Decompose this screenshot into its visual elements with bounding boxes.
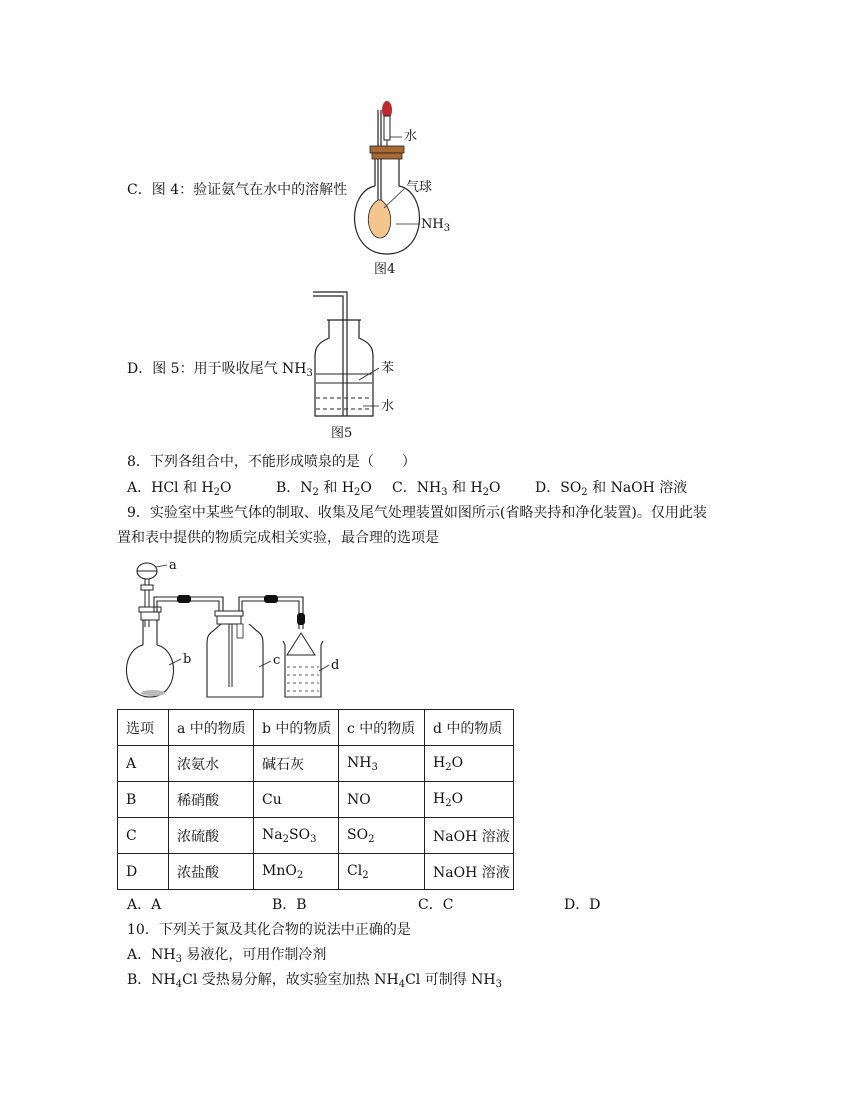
q8-option-d: D．$SO_2$ 和 NaOH 溶液 [535, 480, 688, 498]
q9-options-table [117, 709, 514, 890]
table-cell: B [118, 782, 169, 818]
fig4-caption: 图4 [374, 262, 396, 277]
fig5-water-label: 水 [381, 399, 395, 414]
option-d-text: D．图 5：用于吸收尾气 $NH_3$ [127, 361, 313, 379]
table-row [118, 782, 514, 818]
q9-answer-c: C．C [418, 897, 454, 913]
fig4-balloon-label: 气球 [406, 180, 433, 195]
table-cell: Cu [254, 782, 339, 818]
q10-option-a: A．$NH_3$ 易液化，可用作制冷剂 [127, 947, 327, 965]
table-cell: $Cl_2$ [339, 854, 425, 890]
q9-label-d: d [331, 658, 340, 673]
table-header-cell: a 中的物质 [169, 710, 254, 746]
table-header-cell: c 中的物质 [339, 710, 425, 746]
table-header-cell: b 中的物质 [254, 710, 339, 746]
q9-answer-b: B．B [272, 897, 307, 913]
table-cell: 碱石灰 [254, 746, 339, 782]
table-cell: NaOH 溶液 [425, 854, 514, 890]
table-header-cell: 选项 [118, 710, 169, 746]
table-header-cell: d 中的物质 [425, 710, 514, 746]
fig4-water-label: 水 [404, 129, 418, 144]
table-row [118, 854, 514, 890]
q8-option-a: A．HCl 和 $H_2O$ [127, 480, 232, 498]
table-cell: 稀硝酸 [169, 782, 254, 818]
table-header-row [118, 710, 514, 746]
table-cell: $H_2O$ [425, 746, 514, 782]
fig5-caption: 图5 [331, 426, 353, 441]
fig5-benzene-label: 苯 [381, 361, 395, 376]
q8-stem: 8．下列各组合中，不能形成喷泉的是（ ） [127, 454, 416, 470]
q8-option-c: C．$NH_3$ 和 $H_2O$ [392, 480, 501, 498]
table-cell: 浓盐酸 [169, 854, 254, 890]
table-cell: 浓氨水 [169, 746, 254, 782]
table-cell: $Na_2SO_3$ [254, 818, 339, 854]
table-cell: D [118, 854, 169, 890]
q9-answer-d: D．D [564, 897, 601, 913]
q9-label-a: a [169, 558, 177, 573]
q9-label-c: c [273, 653, 281, 668]
table-cell: C [118, 818, 169, 854]
q9-answer-a: A．A [127, 897, 162, 913]
q8-option-b: B．$N_2$ 和 $H_2O$ [276, 480, 372, 498]
fig4-nh3-label: $NH_3$ [421, 217, 451, 234]
table-cell: $SO_2$ [339, 818, 425, 854]
table-cell: 浓硫酸 [169, 818, 254, 854]
q10-option-b: B．$NH_4Cl$ 受热易分解，故实验室加热 $NH_4Cl$ 可制得 $NH_3$ [127, 972, 502, 990]
table-cell: A [118, 746, 169, 782]
q9-label-b: b [183, 652, 192, 667]
table-cell: $H_2O$ [425, 782, 514, 818]
q9-apparatus [125, 555, 355, 705]
table-cell: NaOH 溶液 [425, 818, 514, 854]
table-row [118, 818, 514, 854]
q9-stem-line1: 9．实验室中某些气体的制取、收集及尾气处理装置如图所示(省略夹持和净化装置)。仅用此装 [127, 505, 707, 521]
option-c-text: C．图 4：验证氨气在水中的溶解性 [127, 182, 348, 198]
table-cell: $NH_3$ [339, 746, 425, 782]
q9-stem-line2: 置和表中提供的物质完成相关实验，最合理的选项是 [117, 530, 439, 546]
q10-stem: 10．下列关于氮及其化合物的说法中正确的是 [127, 922, 411, 938]
table-cell: MnO$_2$ [254, 854, 339, 890]
table-cell: NO [339, 782, 425, 818]
table-row [118, 746, 514, 782]
